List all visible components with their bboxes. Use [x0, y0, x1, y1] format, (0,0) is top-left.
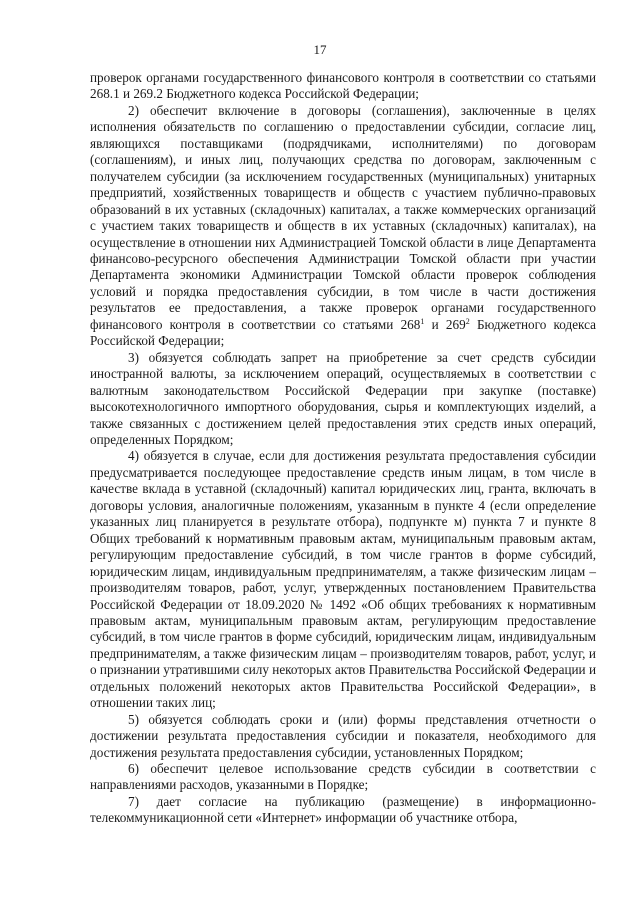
paragraph-item-6: 6) обеспечит целевое использование средств субсидии в соответствии с направлениями расходов, указанными в Порядке;	[90, 761, 596, 793]
paragraph-continuation: проверок органами государственного финансового контроля в соответствии со статьями 268.1 и 269.2 Бюджетного кодекса Российской Федерации;	[90, 70, 596, 102]
paragraph-item-4: 4) обязуется в случае, если для достижения результата предоставления субсидии предусматривается последующее предоставление средств иным лицам, в том числе в качестве вклада в уставной (складочный) капитал юридических лиц, гранта, включать в договоры условия, аналогичные положениям, указанным в пункте 4 (если определение указанных лиц планируется в результате отбора), подпункте м) пункта 7 и пункте 8 Общих требований к нормативным правовым актам, муниципальным правовым актам, регулирующим предоставление субсидий, в том числе грантов в форме субсидий, юридическим лицам, индивидуальным предпринимателям, а также физическим лицам – производителям товаров, работ, услуг, утвержденных постановлением Правительства Российской Федерации от 18.09.2020 № 1492 «Об общих требованиях к нормативным правовым актам, муниципальным правовым актам, регулирующим предоставление субсидий, в том числе грантов в форме субсидий, юридическим лицам, индивидуальным предпринимателям, а также физическим лицам – производителям товаров, работ, услуг, и о признании утратившими силу некоторых актов Правительства Российской Федерации и отдельных положений некоторых актов Правительства Российской Федерации», в отношении таких лиц;	[90, 448, 596, 711]
paragraph-item-2	[90, 103, 596, 350]
paragraph-item-5: 5) обязуется соблюдать сроки и (или) формы представления отчетности о достижении результата предоставления субсидии и показателя, необходимого для достижения результата предоставления субсидии, установленных Порядком;	[90, 711, 596, 760]
paragraph-item-2-tail: Бюджетного кодекса Российской Федерации;	[90, 316, 596, 349]
superscript-1: 1	[420, 316, 425, 326]
paragraph-item-2-text: 2) обеспечит включение в договоры (соглашения), заключенные в целях исполнения обязательств по соглашению о предоставлении субсидии, согласие лиц, являющихся поставщиками (подрядчиками, исполнителями) по договорам (соглашениям), и иных лиц, получающих средства по договорам, заключенным с получателем субсидии (за исключением государственных (муниципальных) унитарных предприятий, хозяйственных товариществ и обществ с участием публично-правовых образований в их уставных (складочных) капиталах, а также коммерческих организаций с участием таких товариществ и обществ в их уставных (складочных) капиталах), на осуществление в отношении них Администрацией Томской области в лице Департамента финансово-ресурсного обеспечения Администрации Томской области при участии Департамента экономики Администрации Томской области проверок соблюдения условий и порядка предоставления субсидии, в том числе в части достижения результатов ее предоставления, а также проверок органами государственного финансового контроля в соответствии со статьями 268	[90, 102, 596, 332]
paragraph-item-7: 7) дает согласие на публикацию (размещение) в информационно-телекоммуникационной сети «Интернет» информации об участнике отбора,	[90, 793, 596, 826]
page-number: 17	[313, 42, 327, 57]
superscript-2: 2	[465, 316, 470, 326]
paragraph-item-3: 3) обязуется соблюдать запрет на приобретение за счет средств субсидии иностранной валюты, за исключением операций, осуществляемых в соответствии с валютным законодательством Российской Федерации при закупке (поставке) высокотехнологичного импортного оборудования, сырья и комплектующих изделий, а также связанных с достижением целей предоставления этих средств иных операций, определенных Порядком;	[90, 349, 596, 447]
document-body	[90, 70, 596, 827]
paragraph-item-2-mid: и 269	[424, 316, 466, 332]
